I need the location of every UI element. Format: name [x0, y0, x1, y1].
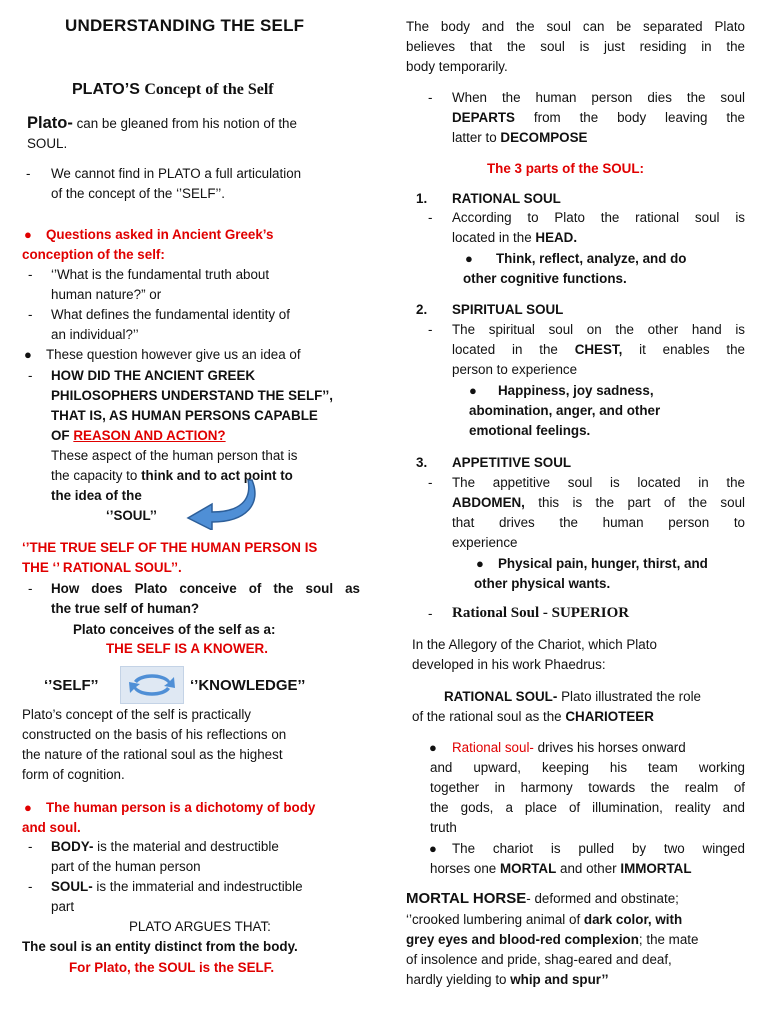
list-number: 2. — [416, 302, 428, 317]
distinct-line: The soul is an entity distinct from the body. — [22, 939, 298, 954]
question1-line1: ‘’What is the fundamental truth about — [51, 267, 270, 282]
body-line2: part of the human person — [51, 859, 201, 874]
bullet-icon: ● — [465, 251, 473, 266]
appetitive-line4: experience — [452, 535, 518, 550]
appetitive-bullet-line1: Physical pain, hunger, thirst, and — [498, 556, 708, 571]
full-articulation-line1: We cannot find in PLATO a full articulation — [51, 166, 302, 181]
charioteer-line2: of the rational soul as the CHARIOTEER — [412, 709, 654, 724]
questions-heading-line1: Questions asked in Ancient Greek’s — [46, 227, 274, 242]
mortal-line5: hardly yielding to whip and spur’’ — [406, 972, 609, 987]
page-title: UNDERSTANDING THE SELF — [65, 16, 305, 35]
concept-line2: constructed on the basis of his reflections on — [22, 727, 287, 742]
mortal-line4: of insolence and pride, shag-eared and deaf, — [406, 952, 672, 967]
drive-line3: together in harmony towards the realm of — [430, 780, 745, 795]
concept-line1: Plato’s concept of the self is practically — [22, 707, 251, 722]
spiritual-bullet-line3: emotional feelings. — [469, 423, 591, 438]
list-number: 3. — [416, 455, 428, 470]
aspect-line1: These aspect of the human person that is — [51, 448, 298, 463]
drive-line5: truth — [430, 820, 457, 835]
self-word: ‘’SELF’’ — [44, 677, 99, 694]
dash: - — [428, 210, 433, 225]
soul-line2: part — [51, 899, 75, 914]
rational-superior: Rational Soul - SUPERIOR — [452, 605, 630, 621]
drive-line2: and upward, keeping his team working — [430, 760, 745, 775]
spiritual-line1: The spiritual soul on the other hand is — [452, 322, 745, 337]
dash: - — [28, 307, 33, 322]
charioteer-line1: RATIONAL SOUL- Plato illustrated the role — [444, 689, 701, 704]
rational-bullet-line1: Think, reflect, analyze, and do — [496, 251, 687, 266]
question2-line1: What defines the fundamental identity of — [51, 307, 290, 322]
dash: - — [28, 839, 33, 854]
appetitive-soul-title: APPETITIVE SOUL — [452, 455, 572, 470]
how-line3: THAT IS, AS HUMAN PERSONS CAPABLE — [51, 408, 318, 423]
rational-line2: located in the HEAD. — [452, 230, 578, 245]
soul-quote: ‘’SOUL’’ — [106, 508, 157, 523]
body-line1: BODY- is the material and destructible — [51, 839, 279, 854]
plato-intro-line2: SOUL. — [27, 136, 68, 151]
conceive-line2: the true self of human? — [51, 601, 200, 616]
dash: - — [26, 166, 31, 181]
chariot-line1: The chariot is pulled by two winged — [452, 841, 745, 856]
allegory-line2: developed in his work Phaedrus: — [412, 657, 606, 672]
dash: - — [428, 90, 433, 105]
appetitive-bullet-line2: other physical wants. — [474, 576, 611, 591]
bullet-icon: ● — [429, 740, 437, 755]
dies-line1: When the human person dies the soul — [452, 90, 745, 105]
spiritual-line3: person to experience — [452, 362, 578, 377]
dash: - — [28, 879, 33, 894]
appetitive-line3: that drives the human person to — [452, 515, 745, 530]
concept-line4: form of cognition. — [22, 767, 125, 782]
dies-line2: DEPARTS from the body leaving the — [452, 110, 745, 125]
dash: - — [428, 322, 433, 337]
true-self-line1: ‘’THE TRUE SELF OF THE HUMAN PERSON IS — [22, 540, 318, 555]
three-parts-heading: The 3 parts of the SOUL: — [487, 161, 644, 176]
bullet-icon: ● — [469, 383, 477, 398]
knowledge-word: ‘’KNOWLEDGE’’ — [190, 677, 306, 694]
conceive-line1: How does Plato conceive of the soul as — [51, 581, 360, 596]
mortal-line3: grey eyes and blood-red complexion; the mate — [406, 932, 699, 947]
how-line2: PHILOSOPHERS UNDERSTAND THE SELF’’, — [51, 388, 333, 403]
aspect-line3: the idea of the — [51, 488, 142, 503]
separated-line3: body temporarily. — [406, 59, 508, 74]
dichotomy-line2: and soul. — [22, 820, 81, 835]
dies-line3: latter to DECOMPOSE — [452, 130, 588, 145]
full-articulation-line2: of the concept of the ‘’SELF’’. — [51, 186, 225, 201]
appetitive-line2: ABDOMEN, this is the part of the soul — [452, 495, 745, 510]
dash: - — [428, 475, 433, 490]
how-line1: HOW DID THE ANCIENT GREEK — [51, 368, 256, 383]
bullet-icon: ● — [24, 800, 32, 815]
question2-line2: an individual?’’ — [51, 327, 139, 342]
argues-line: PLATO ARGUES THAT: — [129, 919, 271, 934]
separated-line2: believes that the soul is just residing in the — [406, 39, 745, 54]
spiritual-line2: located in the CHEST, it enables the — [452, 342, 745, 357]
list-number: 1. — [416, 191, 428, 206]
concept-line3: the nature of the rational soul as the highest — [22, 747, 283, 762]
dash: - — [28, 368, 33, 383]
plato-heading: PLATO’S Concept of the Self — [72, 81, 274, 98]
question1-line2: human nature?” or — [51, 287, 162, 302]
mortal-line2: ‘’crooked lumbering animal of dark color, with — [406, 912, 683, 927]
cycle-arrows-icon — [120, 666, 184, 704]
drive-line4: the gods, a place of illumination, reality and — [430, 800, 745, 815]
appetitive-line1: The appetitive soul is located in the — [452, 475, 745, 490]
bullet-icon: ● — [476, 556, 484, 571]
bullet-icon: ● — [429, 841, 437, 856]
rational-bullet-line2: other cognitive functions. — [463, 271, 627, 286]
dash: - — [28, 267, 33, 282]
spiritual-bullet-line2: abomination, anger, and other — [469, 403, 661, 418]
soul-line1: SOUL- is the immaterial and indestructible — [51, 879, 303, 894]
spiritual-bullet-line1: Happiness, joy sadness, — [498, 383, 654, 398]
for-plato-line: For Plato, the SOUL is the SELF. — [69, 960, 275, 975]
chariot-line2: horses one MORTAL and other IMMORTAL — [430, 861, 692, 876]
conceives-line: Plato conceives of the self as a: — [73, 622, 276, 637]
true-self-line2: THE ‘’ RATIONAL SOUL’’. — [22, 560, 182, 575]
bullet-icon: ● — [24, 347, 32, 362]
questions-heading-line2: conception of the self: — [22, 247, 165, 262]
these-question-line: These question however give us an idea of — [46, 347, 301, 362]
dichotomy-line1: The human person is a dichotomy of body — [46, 800, 316, 815]
bullet-icon: ● — [24, 227, 32, 242]
mortal-line1: MORTAL HORSE- deformed and obstinate; — [406, 890, 679, 907]
separated-line1: The body and the soul can be separated Plato — [406, 19, 745, 34]
spiritual-soul-title: SPIRITUAL SOUL — [452, 302, 564, 317]
aspect-line2: the capacity to think and to act point to — [51, 468, 293, 483]
plato-intro: Plato- can be gleaned from his notion of the — [27, 114, 297, 132]
curved-arrow-icon — [182, 478, 262, 530]
rational-line1: According to Plato the rational soul is — [452, 210, 745, 225]
rational-soul-title: RATIONAL SOUL — [452, 191, 561, 206]
dash: - — [428, 606, 433, 621]
allegory-line1: In the Allegory of the Chariot, which Plato — [412, 637, 657, 652]
dash: - — [28, 581, 33, 596]
knower-line: THE SELF IS A KNOWER. — [106, 641, 268, 656]
how-line4: OF REASON AND ACTION? — [51, 428, 226, 443]
drive-line1: Rational soul- drives his horses onward — [452, 740, 686, 755]
